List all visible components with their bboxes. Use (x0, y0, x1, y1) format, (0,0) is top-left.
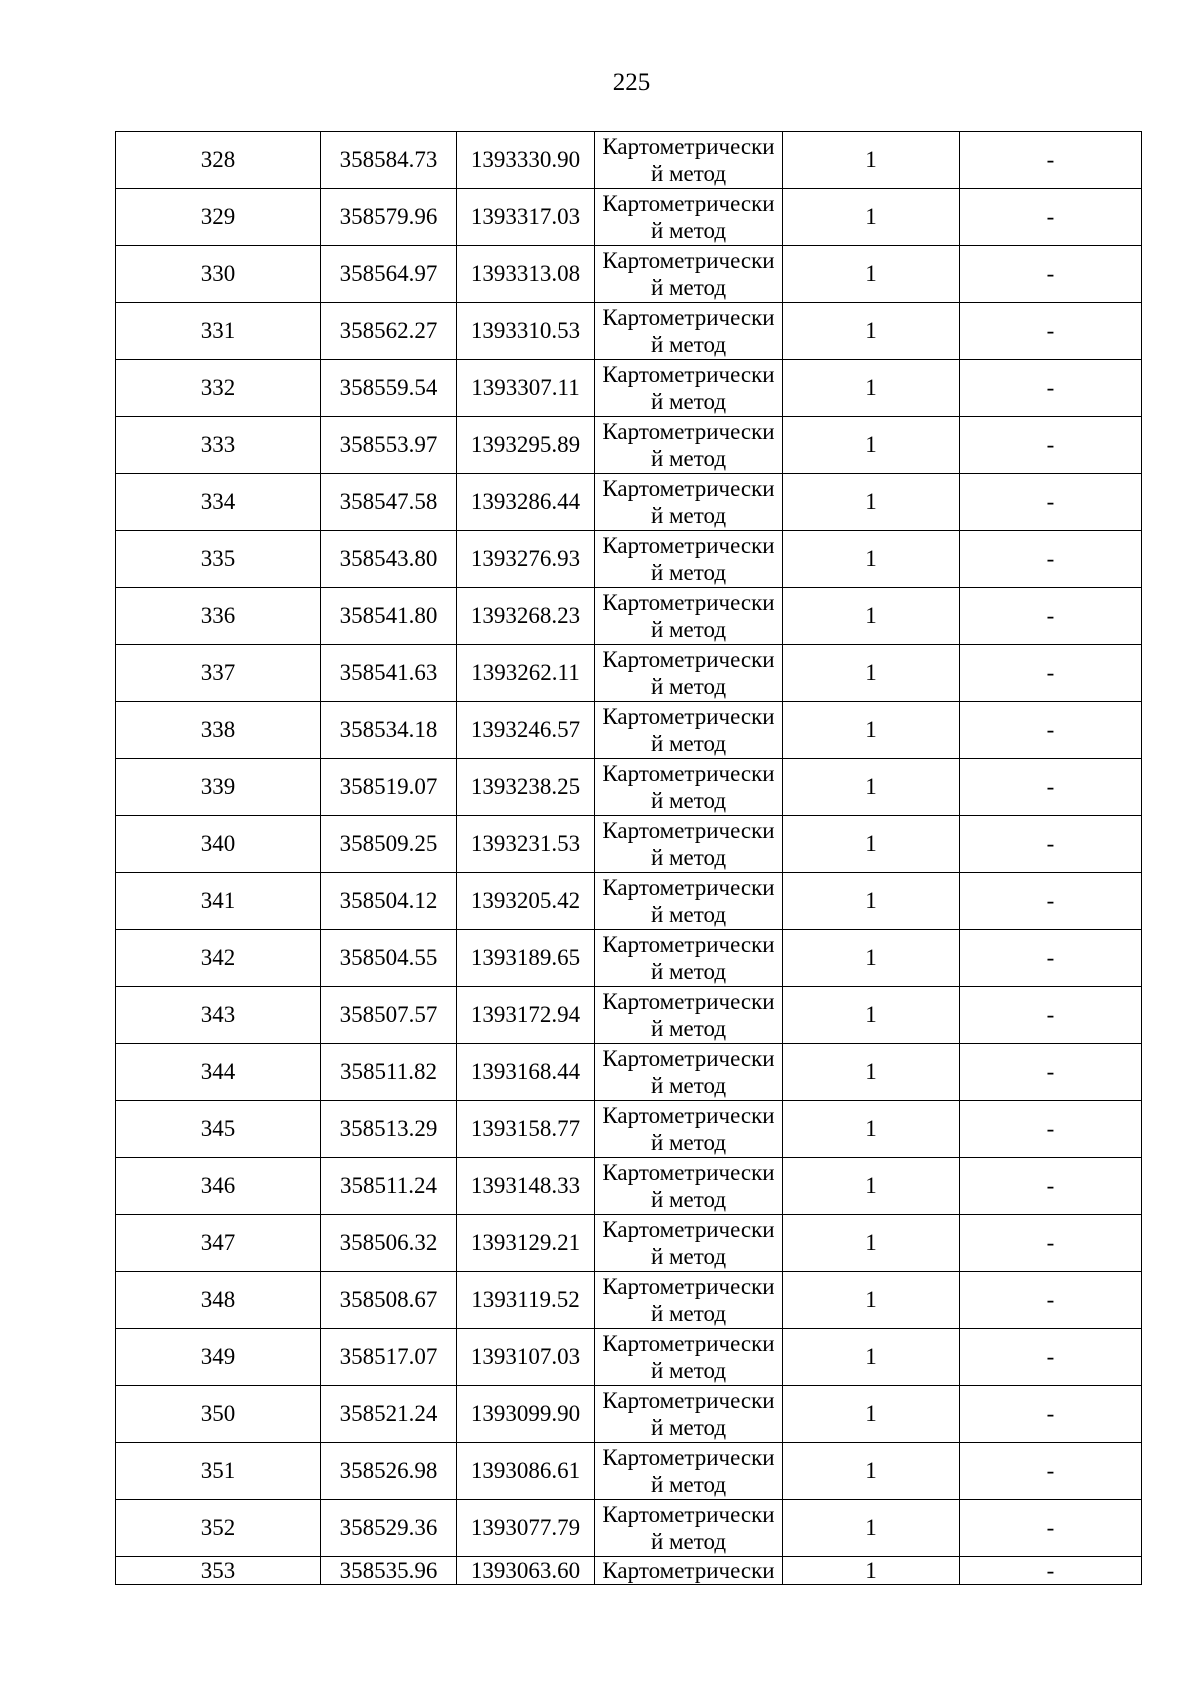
method-text-line2: й метод (650, 1130, 727, 1155)
method-cell (595, 531, 783, 588)
point-number-cell: 336 (116, 588, 321, 645)
table-row (116, 702, 1142, 759)
y-coordinate-cell: 1393313.08 (457, 246, 595, 303)
note-cell: - (960, 1443, 1142, 1500)
table-row (116, 1158, 1142, 1215)
method-text-line1: Картометрически (602, 1103, 775, 1128)
note-cell: - (960, 1215, 1142, 1272)
accuracy-cell: 1 (783, 417, 960, 474)
accuracy-cell: 1 (783, 1272, 960, 1329)
note-cell: - (960, 1044, 1142, 1101)
point-number-cell: 328 (116, 132, 321, 189)
x-coordinate-cell: 358504.12 (321, 873, 457, 930)
y-coordinate-cell: 1393168.44 (457, 1044, 595, 1101)
method-text-line2: й метод (650, 503, 727, 528)
table-row (116, 1215, 1142, 1272)
note-cell: - (960, 1386, 1142, 1443)
y-coordinate-cell: 1393286.44 (457, 474, 595, 531)
accuracy-cell: 1 (783, 303, 960, 360)
method-text-line2: й метод (650, 1073, 727, 1098)
point-number-cell: 333 (116, 417, 321, 474)
method-text-line1: Картометрически (602, 704, 775, 729)
x-coordinate-cell: 358511.82 (321, 1044, 457, 1101)
note-cell: - (960, 1272, 1142, 1329)
point-number-cell: 340 (116, 816, 321, 873)
method-text-line1: Картометрически (602, 248, 775, 273)
x-coordinate-cell: 358509.25 (321, 816, 457, 873)
note-cell: - (960, 1329, 1142, 1386)
accuracy-cell: 1 (783, 474, 960, 531)
accuracy-cell: 1 (783, 702, 960, 759)
y-coordinate-cell: 1393295.89 (457, 417, 595, 474)
method-cell (595, 1500, 783, 1557)
method-cell (595, 417, 783, 474)
accuracy-cell: 1 (783, 759, 960, 816)
method-cell (595, 873, 783, 930)
table-row (116, 360, 1142, 417)
point-number-cell: 351 (116, 1443, 321, 1500)
table-row (116, 1557, 1142, 1585)
method-text-line1: Картометрически (602, 1388, 775, 1413)
x-coordinate-cell: 358535.96 (321, 1557, 457, 1585)
accuracy-cell: 1 (783, 1443, 960, 1500)
point-number-cell: 343 (116, 987, 321, 1044)
table-row (116, 474, 1142, 531)
y-coordinate-cell: 1393231.53 (457, 816, 595, 873)
method-cell (595, 189, 783, 246)
accuracy-cell: 1 (783, 1386, 960, 1443)
x-coordinate-cell: 358534.18 (321, 702, 457, 759)
y-coordinate-cell: 1393307.11 (457, 360, 595, 417)
method-text-line1: Картометрически (602, 1331, 775, 1356)
table-row (116, 588, 1142, 645)
method-text-line2: й метод (650, 1244, 727, 1269)
note-cell: - (960, 930, 1142, 987)
method-text-line1: Картометрически (602, 476, 775, 501)
note-cell: - (960, 360, 1142, 417)
point-number-cell: 346 (116, 1158, 321, 1215)
y-coordinate-cell: 1393099.90 (457, 1386, 595, 1443)
accuracy-cell: 1 (783, 531, 960, 588)
method-text-line2: й метод (650, 1016, 727, 1041)
x-coordinate-cell: 358508.67 (321, 1272, 457, 1329)
x-coordinate-cell: 358529.36 (321, 1500, 457, 1557)
accuracy-cell: 1 (783, 588, 960, 645)
y-coordinate-cell: 1393268.23 (457, 588, 595, 645)
x-coordinate-cell: 358526.98 (321, 1443, 457, 1500)
y-coordinate-cell: 1393317.03 (457, 189, 595, 246)
y-coordinate-cell: 1393086.61 (457, 1443, 595, 1500)
accuracy-cell: 1 (783, 1329, 960, 1386)
method-text-line2: й метод (650, 1358, 727, 1383)
method-text-line2: й метод (650, 902, 727, 927)
method-cell (595, 930, 783, 987)
x-coordinate-cell: 358553.97 (321, 417, 457, 474)
table-row (116, 1101, 1142, 1158)
method-text-line1: Картометрически (602, 1217, 775, 1242)
point-number-cell: 329 (116, 189, 321, 246)
method-cell (595, 1272, 783, 1329)
method-cell (595, 1101, 783, 1158)
method-text-line2: й метод (650, 161, 727, 186)
point-number-cell: 330 (116, 246, 321, 303)
method-text-line1: Картометрически (602, 1274, 775, 1299)
point-number-cell: 337 (116, 645, 321, 702)
method-text-line2: й метод (650, 1529, 727, 1554)
y-coordinate-cell: 1393172.94 (457, 987, 595, 1044)
accuracy-cell: 1 (783, 873, 960, 930)
table-row (116, 246, 1142, 303)
table-row (116, 132, 1142, 189)
y-coordinate-cell: 1393119.52 (457, 1272, 595, 1329)
method-cell (595, 474, 783, 531)
point-number-cell: 331 (116, 303, 321, 360)
table-row (116, 189, 1142, 246)
x-coordinate-cell: 358513.29 (321, 1101, 457, 1158)
y-coordinate-cell: 1393238.25 (457, 759, 595, 816)
x-coordinate-cell: 358506.32 (321, 1215, 457, 1272)
method-cell (595, 1386, 783, 1443)
method-text-line1: Картометрически (602, 761, 775, 786)
method-text-line1: Картометрически (602, 932, 775, 957)
method-text-line2: й метод (650, 788, 727, 813)
table-row (116, 1443, 1142, 1500)
accuracy-cell: 1 (783, 987, 960, 1044)
accuracy-cell: 1 (783, 132, 960, 189)
note-cell: - (960, 1500, 1142, 1557)
note-cell: - (960, 987, 1142, 1044)
x-coordinate-cell: 358579.96 (321, 189, 457, 246)
note-cell: - (960, 474, 1142, 531)
x-coordinate-cell: 358559.54 (321, 360, 457, 417)
method-cell (595, 246, 783, 303)
point-number-cell: 349 (116, 1329, 321, 1386)
y-coordinate-cell: 1393077.79 (457, 1500, 595, 1557)
x-coordinate-cell: 358541.80 (321, 588, 457, 645)
method-text-line1: Картометрически (602, 362, 775, 387)
y-coordinate-cell: 1393189.65 (457, 930, 595, 987)
method-cell: Картометрически (595, 1557, 783, 1585)
x-coordinate-cell: 358521.24 (321, 1386, 457, 1443)
x-coordinate-cell: 358504.55 (321, 930, 457, 987)
x-coordinate-cell: 358564.97 (321, 246, 457, 303)
note-cell: - (960, 588, 1142, 645)
method-text-line2: й метод (650, 218, 727, 243)
method-text-line2: й метод (650, 332, 727, 357)
note-cell: - (960, 1557, 1142, 1585)
method-cell (595, 132, 783, 189)
accuracy-cell: 1 (783, 1158, 960, 1215)
accuracy-cell: 1 (783, 246, 960, 303)
point-number-cell: 350 (116, 1386, 321, 1443)
method-text-line2: й метод (650, 674, 727, 699)
x-coordinate-cell: 358543.80 (321, 531, 457, 588)
method-cell (595, 1044, 783, 1101)
method-text-line2: й метод (650, 1415, 727, 1440)
point-number-cell: 338 (116, 702, 321, 759)
method-text-line1: Картометрически (602, 191, 775, 216)
y-coordinate-cell: 1393158.77 (457, 1101, 595, 1158)
y-coordinate-cell: 1393330.90 (457, 132, 595, 189)
accuracy-cell: 1 (783, 1215, 960, 1272)
method-cell (595, 1443, 783, 1500)
note-cell: - (960, 417, 1142, 474)
method-cell (595, 987, 783, 1044)
accuracy-cell: 1 (783, 360, 960, 417)
accuracy-cell: 1 (783, 1044, 960, 1101)
x-coordinate-cell: 358507.57 (321, 987, 457, 1044)
point-number-cell: 348 (116, 1272, 321, 1329)
table-row (116, 1500, 1142, 1557)
method-text-line2: й метод (650, 446, 727, 471)
method-cell (595, 702, 783, 759)
method-text-line2: й метод (650, 845, 727, 870)
method-cell (595, 303, 783, 360)
page-number: 225 (612, 69, 651, 96)
note-cell: - (960, 702, 1142, 759)
table-row (116, 303, 1142, 360)
note-cell: - (960, 645, 1142, 702)
point-number-cell: 332 (116, 360, 321, 417)
note-cell: - (960, 531, 1142, 588)
point-number-cell: 352 (116, 1500, 321, 1557)
table-row (116, 645, 1142, 702)
method-cell (595, 588, 783, 645)
y-coordinate-cell: 1393246.57 (457, 702, 595, 759)
method-cell (595, 816, 783, 873)
table-row (116, 987, 1142, 1044)
method-cell (595, 645, 783, 702)
note-cell: - (960, 132, 1142, 189)
table-row (116, 1329, 1142, 1386)
y-coordinate-cell: 1393107.03 (457, 1329, 595, 1386)
note-cell: - (960, 246, 1142, 303)
accuracy-cell: 1 (783, 1500, 960, 1557)
method-text-line1: Картометрически (602, 134, 775, 159)
method-text-line1: Картометрически (602, 647, 775, 672)
accuracy-cell: 1 (783, 930, 960, 987)
method-cell (595, 360, 783, 417)
y-coordinate-cell: 1393205.42 (457, 873, 595, 930)
accuracy-cell: 1 (783, 1101, 960, 1158)
note-cell: - (960, 189, 1142, 246)
note-cell: - (960, 303, 1142, 360)
table-row (116, 873, 1142, 930)
method-text-line2: й метод (650, 617, 727, 642)
x-coordinate-cell: 358547.58 (321, 474, 457, 531)
x-coordinate-cell: 358517.07 (321, 1329, 457, 1386)
method-text-line2: й метод (650, 389, 727, 414)
method-text-line1: Картометрически (602, 305, 775, 330)
y-coordinate-cell: 1393276.93 (457, 531, 595, 588)
table-row (116, 417, 1142, 474)
method-text-line2: й метод (650, 1187, 727, 1212)
table-row (116, 1386, 1142, 1443)
method-cell (595, 1329, 783, 1386)
coordinates-table-body (116, 132, 1142, 1585)
note-cell: - (960, 873, 1142, 930)
method-text-line2: й метод (650, 1472, 727, 1497)
table-row (116, 531, 1142, 588)
method-text-line1: Картометрически (602, 1502, 775, 1527)
method-text-line1: Картометрически (602, 533, 775, 558)
method-text-line2: й метод (650, 275, 727, 300)
note-cell: - (960, 816, 1142, 873)
method-cell (595, 1158, 783, 1215)
coordinates-table (115, 131, 1142, 1585)
x-coordinate-cell: 358584.73 (321, 132, 457, 189)
method-text-line2: й метод (650, 959, 727, 984)
note-cell: - (960, 1101, 1142, 1158)
y-coordinate-cell: 1393063.60 (457, 1557, 595, 1585)
x-coordinate-cell: 358562.27 (321, 303, 457, 360)
table-row (116, 759, 1142, 816)
method-text-line1: Картометрически (602, 818, 775, 843)
y-coordinate-cell: 1393262.11 (457, 645, 595, 702)
method-text-line1: Картометрически (602, 419, 775, 444)
point-number-cell: 353 (116, 1557, 321, 1585)
y-coordinate-cell: 1393310.53 (457, 303, 595, 360)
method-text-line2: й метод (650, 1301, 727, 1326)
note-cell: - (960, 759, 1142, 816)
method-cell (595, 759, 783, 816)
point-number-cell: 341 (116, 873, 321, 930)
note-cell: - (960, 1158, 1142, 1215)
method-text-line1: Картометрически (602, 1445, 775, 1470)
method-text-line1: Картометрически (602, 1046, 775, 1071)
point-number-cell: 342 (116, 930, 321, 987)
method-text-line1: Картометрически (602, 875, 775, 900)
accuracy-cell: 1 (783, 1557, 960, 1585)
table-row (116, 1272, 1142, 1329)
method-text-line2: й метод (650, 731, 727, 756)
y-coordinate-cell: 1393148.33 (457, 1158, 595, 1215)
method-text-line1: Картометрически (602, 1160, 775, 1185)
point-number-cell: 339 (116, 759, 321, 816)
accuracy-cell: 1 (783, 645, 960, 702)
accuracy-cell: 1 (783, 816, 960, 873)
point-number-cell: 335 (116, 531, 321, 588)
x-coordinate-cell: 358519.07 (321, 759, 457, 816)
table-row (116, 930, 1142, 987)
point-number-cell: 334 (116, 474, 321, 531)
method-text-line1: Картометрически (602, 590, 775, 615)
point-number-cell: 347 (116, 1215, 321, 1272)
point-number-cell: 344 (116, 1044, 321, 1101)
table-row (116, 1044, 1142, 1101)
method-text-line2: й метод (650, 560, 727, 585)
point-number-cell: 345 (116, 1101, 321, 1158)
x-coordinate-cell: 358511.24 (321, 1158, 457, 1215)
method-cell (595, 1215, 783, 1272)
y-coordinate-cell: 1393129.21 (457, 1215, 595, 1272)
accuracy-cell: 1 (783, 189, 960, 246)
method-text-line1: Картометрически (602, 989, 775, 1014)
x-coordinate-cell: 358541.63 (321, 645, 457, 702)
table-row (116, 816, 1142, 873)
